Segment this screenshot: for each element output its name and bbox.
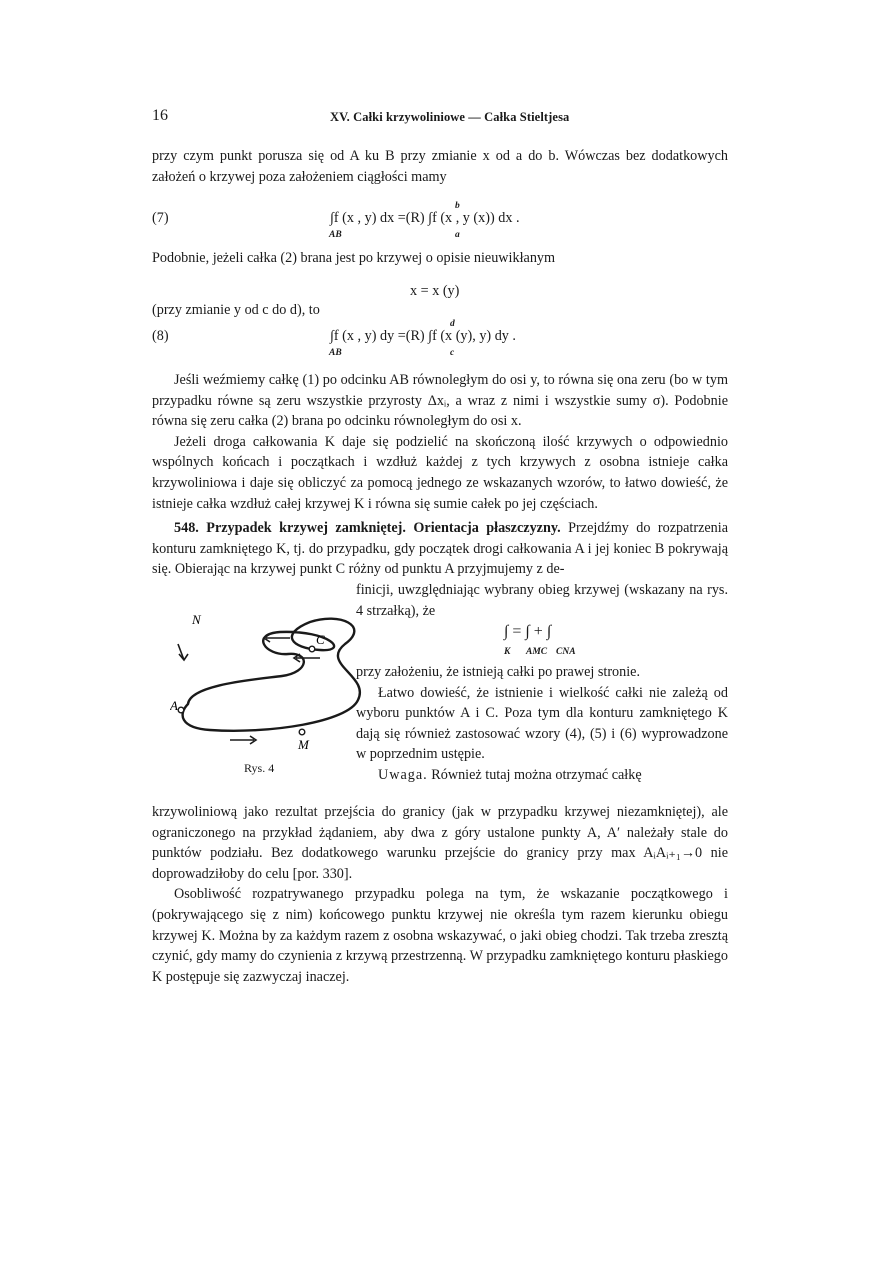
equation-8-number: (8) bbox=[152, 328, 169, 344]
formula-sub-AMC: AMC bbox=[526, 647, 548, 657]
paragraph-4: Jeśli weźmiemy całkę (1) po odcinku AB równoległym do osi y, to równa się ona zeru (bo w tym przypadku równe są zeru wszystkie przyrosty Δxᵢ, a wraz z nimi i wszystkie sumy σ). Podobnie równa się zeru całka (2) brana po odcinku równoległym do osi x. bbox=[152, 372, 728, 430]
paragraph-2: Podobnie, jeżeli całka (2) brana jest po krzywej o opisie nieuwikłanym bbox=[152, 250, 556, 266]
paragraph-5: Jeżeli droga całkowania K daje się podzielić na skończoną ilość krzywych o odpowiednio wspólnych końcach i początkach i wzdłuż każdej z tych krzywych z osobna istnieje całka krzywoliniowa i daje się obliczyć za pomocą jednego ze wskazanych wzorów, to łatwo dowieść, że istnieje całka wzdłuż całej krzywej K i równa się sumie całek po jej częściach. bbox=[152, 433, 728, 512]
paragraph-1: przy czym punkt porusza się od A ku B przy zmianie x od a do b. Wówczas bez dodatkowych założeń o krzywej poza założeniem ciągłości mamy bbox=[152, 148, 728, 185]
figure-caption: Rys. 4 bbox=[244, 761, 275, 775]
uwaga-rest: krzywoliniową jako rezultat przejścia do granicy (jak w przypadku krzywej niezamkniętej), ale ograniczonego na przykład żądaniem, aby dwa z góry ustalone punkty A, A′ należały stale do punktów podziału. Bez dodatkowego warunku przejście do granicy przy max AᵢAᵢ₊₁→0 nie doprowadziłoby do celu [por. 330]. bbox=[152, 804, 728, 882]
label-N: N bbox=[192, 612, 201, 627]
uwaga-start: Również tutaj można otrzymać całkę bbox=[431, 766, 642, 783]
right-text-1: finicji, uwzględniając wybrany obieg krzywej (wskazany na rys. 4 strzałką), że bbox=[356, 582, 728, 619]
equation-8-lower: c bbox=[450, 348, 455, 358]
equation-x-body: x = x (y) bbox=[410, 283, 460, 299]
closed-curve-K bbox=[183, 619, 360, 731]
equation-7 bbox=[152, 196, 728, 238]
right-column-1 bbox=[356, 580, 728, 621]
equation-7-upper: b bbox=[455, 201, 460, 211]
right-text-3: Łatwo dowieść, że istnienie i wielkość całki nie zależą od wyboru punktów A i C. Poza tym dla konturu zamkniętego K dają się również zastosować wzory (4), (5) i (6) wyprowadzone w poprzednim ustępie. bbox=[356, 684, 728, 763]
paragraph-2-block bbox=[152, 248, 728, 269]
paragraph-3: (przy zmianie y od c do d), to bbox=[152, 302, 320, 318]
paragraphs-mid bbox=[152, 370, 728, 514]
paragraph-last: Osobliwość rozpatrywanego przypadku polega na tym, że wskazanie początkowego i (pokrywającego się z nim) końcowego punktu krzywej nie określa tym razem kierunku obiegu krzywej K. Można by za każdym razem z osobna wskazywać, o jaki obieg chodzi. Tak trzeba zresztą czynić, gdy mamy do czynienia z krzywą przestrzenną. W przypadku zamkniętego konturu płaskiego K postępuje się zazwyczaj inaczej. bbox=[152, 886, 728, 985]
formula-closed bbox=[356, 620, 728, 660]
point-M bbox=[299, 729, 305, 735]
equation-8 bbox=[152, 314, 728, 356]
label-M: M bbox=[298, 737, 309, 752]
equation-8-upper: d bbox=[450, 319, 455, 329]
section-548 bbox=[152, 518, 728, 580]
formula-closed-body: ∫ = ∫ + ∫ bbox=[504, 623, 552, 640]
page bbox=[152, 0, 728, 1263]
formula-sub-K: K bbox=[504, 647, 511, 657]
equation-7-lower: a bbox=[455, 230, 460, 240]
equation-8-body: ∫f (x , y) dy =(R) ∫f (x (y), y) dy . bbox=[330, 328, 516, 344]
label-A: A bbox=[170, 698, 178, 713]
point-A bbox=[178, 707, 184, 713]
closed-curve-diagram bbox=[170, 604, 370, 764]
figure-rys-4 bbox=[170, 604, 370, 774]
right-column-2 bbox=[356, 662, 728, 786]
equation-8-path-sub: AB bbox=[329, 348, 342, 358]
equation-7-body: ∫f (x , y) dx =(R) ∫f (x , y (x)) dx . bbox=[330, 210, 520, 226]
section-number: 548. bbox=[174, 520, 199, 536]
section-intro: Przejdźmy do rozpatrzenia konturu zamkniętego K, tj. do przypadku, gdy początek drogi całkowania A i jej koniec B pokrywają się. Obierając na krzywej punkt C różny od punktu A przyjmujemy z de- bbox=[152, 520, 729, 578]
uwaga-label: Uwaga. bbox=[378, 766, 428, 783]
arrow-middle bbox=[294, 654, 320, 662]
equation-7-path-sub: AB bbox=[329, 230, 342, 240]
label-C: C bbox=[316, 632, 325, 647]
page-number: 16 bbox=[152, 107, 168, 124]
arrow-left bbox=[178, 644, 188, 660]
running-head: XV. Całki krzywoliniowe — Całka Stieltjesa bbox=[330, 110, 570, 124]
arrow-upper bbox=[264, 634, 290, 642]
section-title: Przypadek krzywej zamkniętej. Orientacja płaszczyzny. bbox=[206, 520, 561, 536]
right-text-2: przy założeniu, że istnieją całki po prawej stronie. bbox=[356, 664, 641, 680]
equation-7-number: (7) bbox=[152, 210, 169, 226]
paragraph-intro bbox=[152, 146, 728, 187]
page-header bbox=[152, 106, 728, 128]
paragraphs-bottom bbox=[152, 802, 728, 987]
point-C bbox=[309, 646, 315, 652]
formula-sub-CNA: CNA bbox=[556, 647, 576, 657]
arrow-bottom bbox=[230, 736, 256, 744]
